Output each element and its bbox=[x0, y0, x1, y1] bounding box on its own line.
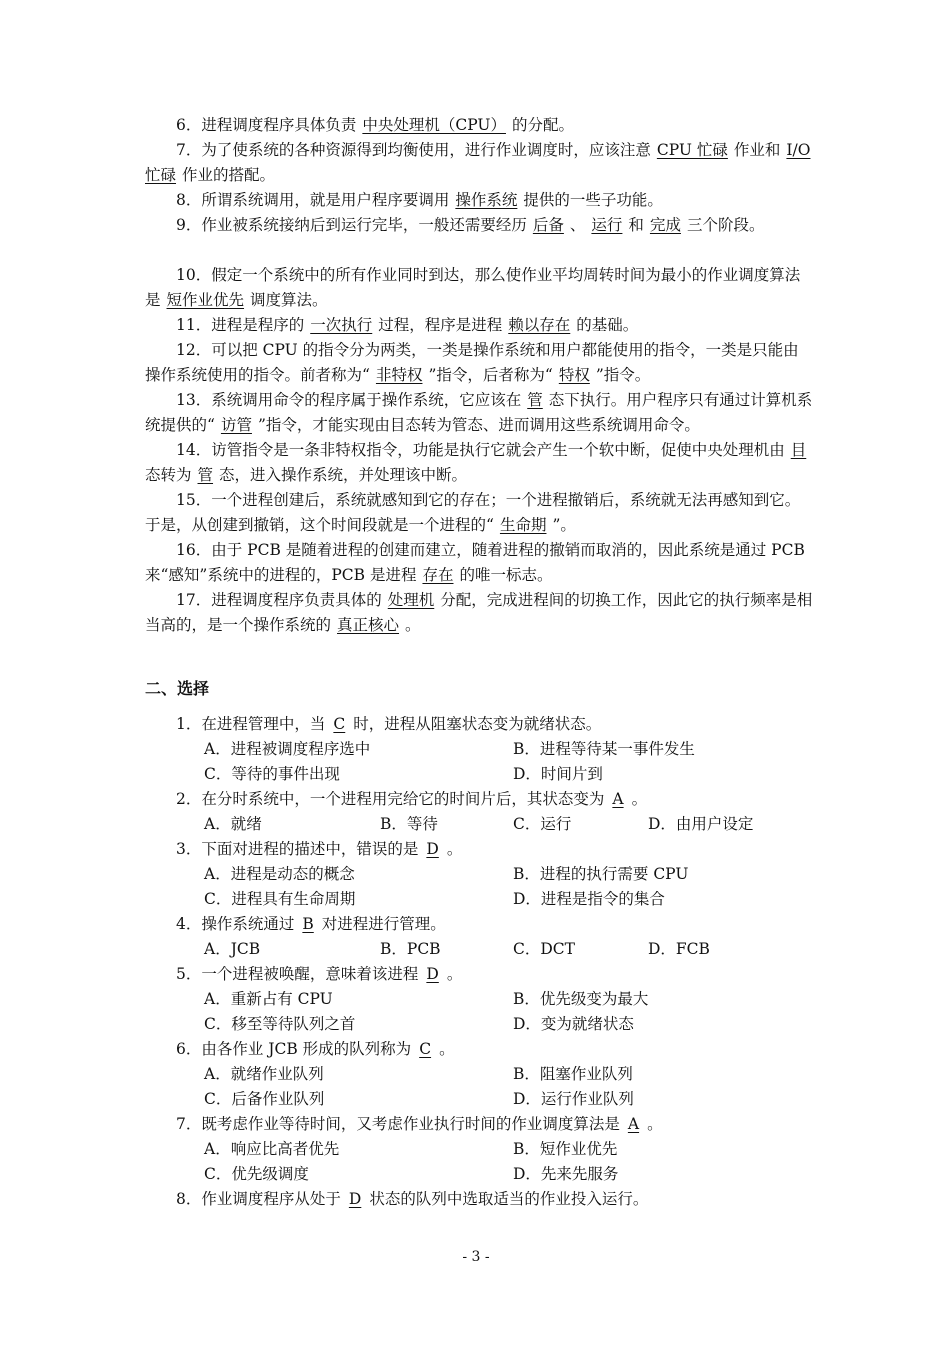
answer-blank: 访管 bbox=[220, 416, 252, 434]
question-text: 。 bbox=[405, 616, 421, 634]
option-c: C．优先级调度 bbox=[204, 1165, 309, 1183]
choice-question-4 bbox=[176, 912, 446, 937]
answer-blank: D bbox=[348, 1190, 362, 1208]
answer-blank: A bbox=[627, 1115, 640, 1133]
fill-question-7 bbox=[145, 138, 813, 188]
option-a: A．就绪 bbox=[204, 815, 262, 833]
question-text: ”指令。 bbox=[595, 366, 651, 384]
question-text: 8．作业调度程序从处于 bbox=[176, 1190, 341, 1208]
fill-question-11 bbox=[145, 313, 813, 338]
fill-question-16 bbox=[145, 538, 813, 588]
option-c: C．进程具有生命周期 bbox=[204, 890, 356, 908]
fill-question-15 bbox=[145, 488, 813, 538]
option-b: B．阻塞作业队列 bbox=[513, 1065, 633, 1083]
fill-question-8 bbox=[145, 188, 813, 213]
answer-blank: 特权 bbox=[558, 366, 590, 384]
question-text: 作业的搭配。 bbox=[182, 166, 276, 184]
option-a: A．响应比高者优先 bbox=[204, 1140, 340, 1158]
question-text: 9．作业被系统接纳后到运行完毕，一般还需要经历 bbox=[176, 216, 527, 234]
question-text: 状态的队列中选取适当的作业投入运行。 bbox=[369, 1190, 649, 1208]
question-text: 6．由各作业 JCB 形成的队列称为 bbox=[176, 1040, 412, 1058]
question-text: 的唯一标志。 bbox=[459, 566, 553, 584]
question-text: 的基础。 bbox=[576, 316, 639, 334]
answer-blank: 存在 bbox=[422, 566, 454, 584]
option-a: A．进程是动态的概念 bbox=[204, 865, 355, 883]
option-b: B．短作业优先 bbox=[513, 1140, 618, 1158]
question-text: 。 bbox=[439, 1040, 455, 1058]
question-text: 三个阶段。 bbox=[686, 216, 765, 234]
option-d: D．先来先服务 bbox=[513, 1165, 619, 1183]
question-text: ”指令，后者称为“ bbox=[428, 366, 553, 384]
question-text: 10．假定一个系统中的所有作业同时到达，那么使作业平均周转时间为最小的作业调度算法是 bbox=[145, 266, 801, 309]
option-a: A．JCB bbox=[204, 940, 261, 958]
question-text: 过程，程序是进程 bbox=[378, 316, 503, 334]
option-d: D．FCB bbox=[648, 940, 710, 958]
question-text: 4．操作系统通过 bbox=[176, 915, 295, 933]
answer-blank: 一次执行 bbox=[310, 316, 373, 334]
question-text: 11．进程是程序的 bbox=[176, 316, 305, 334]
answer-blank: D bbox=[426, 840, 439, 858]
question-text: ”。 bbox=[552, 516, 576, 534]
fill-question-12 bbox=[145, 338, 813, 388]
option-b: B．优先级变为最大 bbox=[513, 990, 649, 1008]
choice-question-8 bbox=[176, 1187, 648, 1212]
answer-blank: 操作系统 bbox=[455, 191, 518, 209]
question-text: 作业和 bbox=[733, 141, 781, 159]
question-text: 5．一个进程被唤醒，意味着该进程 bbox=[176, 965, 419, 983]
option-d: D．变为就绪状态 bbox=[513, 1015, 634, 1033]
answer-blank: 中央处理机（CPU） bbox=[362, 116, 506, 134]
question-text: 态下执行。用户程序只有通过计算机系统提供的“ bbox=[145, 391, 813, 434]
question-text: 12．可以把 CPU 的指令分为两类，一类是操作系统和用户都能使用的指令，一类是只能由操作系统使用的指令。前者称为“ bbox=[145, 341, 799, 384]
fill-question-13 bbox=[145, 388, 813, 438]
answer-blank: C bbox=[333, 715, 346, 733]
section-heading: 二、选择 bbox=[145, 679, 210, 698]
question-text: 和 bbox=[628, 216, 644, 234]
option-c: C．后备作业队列 bbox=[204, 1090, 325, 1108]
question-text: 17．进程调度程序负责具体的 bbox=[176, 591, 382, 609]
choice-question-3 bbox=[176, 837, 462, 862]
option-b: B．进程的执行需要 CPU bbox=[513, 865, 689, 883]
question-text: 。 bbox=[631, 790, 648, 808]
option-a: A．进程被调度程序选中 bbox=[204, 740, 371, 758]
answer-blank: 短作业优先 bbox=[166, 291, 245, 309]
question-text: 7．为了使系统的各种资源得到均衡使用，进行作业调度时，应该注意 bbox=[176, 141, 651, 159]
fill-question-10 bbox=[145, 263, 813, 313]
answer-blank: 非特权 bbox=[375, 366, 423, 384]
answer-blank: 后备 bbox=[532, 216, 564, 234]
option-c: C．等待的事件出现 bbox=[204, 765, 340, 783]
answer-blank: 目 bbox=[790, 441, 807, 459]
question-text: 6．进程调度程序具体负责 bbox=[176, 116, 357, 134]
question-text: ”指令，才能实现由目态转为管态、进而调用这些系统调用命令。 bbox=[257, 416, 700, 434]
fill-question-9 bbox=[145, 213, 813, 238]
answer-blank: 生命期 bbox=[499, 516, 547, 534]
answer-blank: 真正核心 bbox=[337, 616, 400, 634]
answer-blank: 赖以存在 bbox=[508, 316, 571, 334]
question-text: 。 bbox=[446, 840, 463, 858]
option-a: A．重新占有 CPU bbox=[204, 990, 333, 1008]
answer-blank: 处理机 bbox=[387, 591, 435, 609]
question-text: 16．由于 PCB 是随着进程的创建而建立，随着进程的撤销而取消的，因此系统是通过 PCB 来“感知”系统中的进程的，PCB 是进程 bbox=[145, 541, 805, 584]
question-text: 态转为 bbox=[145, 466, 192, 484]
question-text: 。 bbox=[647, 1115, 663, 1133]
question-text: 、 bbox=[569, 216, 586, 234]
question-text: 1．在进程管理中，当 bbox=[176, 715, 326, 733]
choice-question-7 bbox=[176, 1112, 663, 1137]
question-text: 的分配。 bbox=[511, 116, 574, 134]
question-text: 8．所谓系统调用，就是用户程序要调用 bbox=[176, 191, 450, 209]
question-text: 14．访管指令是一条非特权指令，功能是执行它就会产生一个软中断，促使中央处理机由 bbox=[176, 441, 785, 459]
fill-question-14 bbox=[145, 438, 813, 488]
answer-blank: CPU 忙碌 bbox=[656, 141, 728, 159]
answer-blank: D bbox=[426, 965, 439, 983]
choice-question-2 bbox=[176, 787, 647, 812]
answer-blank: A bbox=[612, 790, 624, 808]
question-text: 2．在分时系统中，一个进程用完给它的时间片后，其状态变为 bbox=[176, 790, 605, 808]
answer-blank: I/O 忙碌 bbox=[145, 141, 811, 184]
question-text: 提供的一些子功能。 bbox=[523, 191, 663, 209]
question-text: 调度算法。 bbox=[250, 291, 328, 309]
fill-question-17 bbox=[145, 588, 813, 638]
option-b: B．等待 bbox=[380, 815, 438, 833]
answer-blank: 运行 bbox=[591, 216, 623, 234]
option-b: B．进程等待某一事件发生 bbox=[513, 740, 695, 758]
option-d: D．运行作业队列 bbox=[513, 1090, 634, 1108]
option-c: C．移至等待队列之首 bbox=[204, 1015, 356, 1033]
answer-blank: 完成 bbox=[649, 216, 681, 234]
answer-blank: B bbox=[302, 915, 314, 933]
answer-blank: C bbox=[419, 1040, 432, 1058]
option-b: B．PCB bbox=[380, 940, 441, 958]
choice-question-6 bbox=[176, 1037, 455, 1062]
question-text: 13．系统调用命令的程序属于操作系统，它应该在 bbox=[176, 391, 522, 409]
option-d: D．由用户设定 bbox=[648, 815, 754, 833]
option-c: C．DCT bbox=[513, 940, 575, 958]
fill-question-6 bbox=[145, 113, 813, 138]
choice-question-1 bbox=[176, 712, 601, 737]
choice-question-5 bbox=[176, 962, 462, 987]
question-text: 7．既考虑作业等待时间，又考虑作业执行时间的作业调度算法是 bbox=[176, 1115, 620, 1133]
answer-blank: 管 bbox=[197, 466, 214, 484]
option-a: A．就绪作业队列 bbox=[204, 1065, 324, 1083]
option-d: D．进程是指令的集合 bbox=[513, 890, 665, 908]
question-text: 时，进程从阻塞状态变为就绪状态。 bbox=[353, 715, 602, 733]
answer-blank: 管 bbox=[527, 391, 543, 409]
question-text: 态，进入操作系统，并处理该中断。 bbox=[219, 466, 468, 484]
page-number: - 3 - bbox=[462, 1249, 490, 1265]
question-text: 3．下面对进程的描述中，错误的是 bbox=[176, 840, 419, 858]
question-text: 15．一个进程创建后，系统就感知到它的存在；一个进程撤销后，系统就无法再感知到它。于是，从创建到撤销，这个时间段就是一个进程的“ bbox=[145, 491, 801, 534]
option-d: D．时间片到 bbox=[513, 765, 603, 783]
option-c: C．运行 bbox=[513, 815, 572, 833]
question-text: 分配，完成进程间的切换工作，因此它的执行频率是相当高的，是一个操作系统的 bbox=[145, 591, 813, 634]
question-text: 。 bbox=[446, 965, 463, 983]
question-text: 对进程进行管理。 bbox=[321, 915, 446, 933]
